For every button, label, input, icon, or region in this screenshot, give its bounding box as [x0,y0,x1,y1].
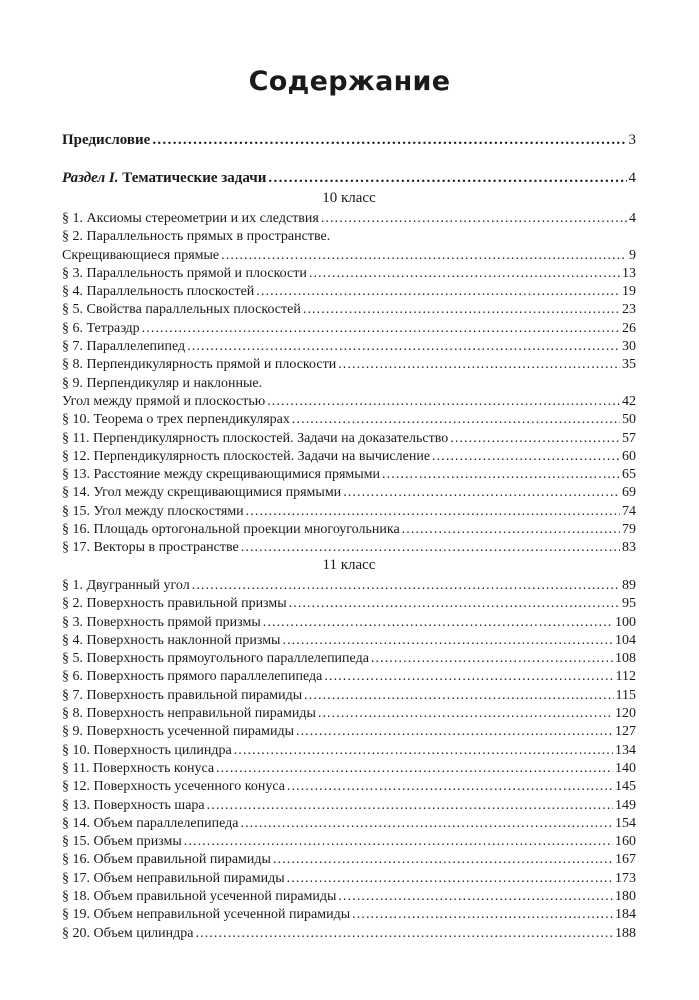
toc-entry-page: 115 [615,687,636,703]
toc-entry[interactable] [62,210,636,228]
leader-dots [263,614,613,632]
toc-entry-label: § 2. Поверхность правильной призмы [62,596,287,612]
section-title: Тематические задачи [118,170,267,186]
leader-dots [267,393,620,411]
toc-entry-page: 188 [615,925,636,941]
toc-entry-page: 26 [622,320,636,336]
toc-entry-label: § 16. Площадь ортогональной проекции многоугольника [62,522,400,538]
toc-entry-page: 65 [622,467,636,483]
toc-entry[interactable] [62,411,636,429]
leader-dots [371,650,613,668]
toc-entry-page: 120 [615,706,636,722]
toc-entry-page: 3 [628,132,636,148]
leader-dots [234,742,613,760]
toc-entry[interactable] [62,925,636,943]
toc-entry-label: § 18. Объем правильной усеченной пирамиды [62,889,337,905]
toc-entry-label: Скрещивающиеся прямые [62,247,220,263]
leader-dots [304,687,613,705]
toc-entry-page: 83 [622,540,636,556]
toc-entry-page: 145 [615,779,636,795]
toc-entry-label-line: § 2. Параллельность прямых в пространстве. [62,229,331,245]
toc-entry-label: § 19. Объем неправильной усеченной пирамиды [62,907,351,923]
toc-entry-label: Угол между прямой и плоскостью [62,393,266,409]
leader-dots [221,247,627,265]
toc-entry-label: § 17. Векторы в пространстве [62,540,239,556]
leader-dots [432,448,620,466]
leader-dots [321,210,627,228]
toc-entry[interactable] [62,797,636,815]
toc-entry[interactable] [62,650,636,668]
toc-entry[interactable] [62,906,636,924]
toc-entry-label: § 1. Аксиомы стереометрии и их следствия [62,211,319,226]
toc-entry[interactable] [62,356,636,374]
toc-entry-label: § 8. Поверхность неправильной пирамиды [62,706,316,722]
toc-entry-label: § 12. Поверхность усеченного конуса [62,779,285,795]
toc-entry-label: § 8. Перпендикулярность прямой и плоскости [62,357,337,373]
leader-dots [296,723,613,741]
toc-entry-page: 127 [615,724,636,740]
leader-dots [273,851,613,869]
toc-entry-page: 154 [615,815,636,831]
toc-entry-label: § 3. Поверхность прямой призмы [62,614,261,630]
leader-dots [450,430,620,448]
toc-entry-page: 57 [622,430,636,446]
toc-entry[interactable] [62,705,636,723]
toc-entry-page: 173 [615,870,636,886]
leader-dots [309,265,620,283]
leader-dots [287,778,613,796]
leader-dots [343,484,620,502]
toc-entry[interactable] [62,760,636,778]
leader-dots [318,705,613,723]
toc-entry[interactable] [62,687,636,705]
toc-entry[interactable] [62,833,636,851]
toc-entry[interactable] [62,815,636,833]
toc-entry[interactable] [62,466,636,484]
toc-entry-page: 9 [629,247,636,263]
toc-entry-label: § 15. Объем призмы [62,834,182,850]
toc-entry[interactable] [62,448,636,466]
toc-entry[interactable] [62,521,636,539]
grade-10-entries [62,210,636,558]
toc-entry-page: 180 [615,889,636,905]
leader-dots [287,870,613,888]
toc-entry-label: § 6. Тетраэдр [62,320,140,336]
toc-entry-page: 69 [622,485,636,501]
toc-entry-label: § 14. Угол между скрещивающимися прямыми [62,485,342,501]
toc-entry-page: 74 [622,503,636,519]
leader-dots [216,760,613,778]
toc-entry[interactable] [62,668,636,686]
leader-dots [207,797,613,815]
leader-dots [292,411,620,429]
toc-entry-page: 149 [615,797,636,813]
toc-entry-label: § 5. Свойства параллельных плоскостей [62,302,301,318]
leader-dots [352,906,613,924]
toc-entry-page: 160 [615,834,636,850]
toc-entry[interactable] [62,632,636,650]
toc-entry-page: 35 [622,357,636,373]
toc-entry[interactable] [62,338,636,356]
toc-entry-label: § 16. Объем правильной пирамиды [62,852,271,868]
toc-entry-page: 13 [622,265,636,281]
leader-dots [338,888,613,906]
toc-entry-label: § 7. Поверхность правильной пирамиды [62,687,303,703]
toc-entry-label: § 11. Перпендикулярность плоскостей. Задачи на доказательство [62,430,449,446]
toc-entry-label: § 11. Поверхность конуса [62,760,215,776]
toc-entry[interactable] [62,888,636,906]
toc-entry-label: § 1. Двугранный угол [62,578,190,593]
toc-entry-page: 23 [622,302,636,318]
toc-entry[interactable] [62,484,636,502]
toc-entry-page: 50 [622,412,636,428]
toc-entry-label-line: § 9. Перпендикуляр и наклонные. [62,375,263,391]
toc-entry[interactable] [62,393,636,411]
toc-entry[interactable] [62,503,636,521]
toc-entry[interactable] [62,614,636,632]
toc-entry-page: 167 [615,852,636,868]
toc-entry-label: § 13. Расстояние между скрещивающимися прямыми [62,467,381,483]
toc-entry-page: 19 [622,284,636,300]
toc-entry-page: 42 [622,393,636,409]
toc-entry-page: 100 [615,614,636,630]
toc-entry-label: Предисловие [62,132,151,148]
leader-dots [282,632,613,650]
grade-10-section [62,186,636,558]
toc-entry-label: § 5. Поверхность прямоугольного параллелепипеда [62,651,369,667]
toc-entry-label: § 12. Перпендикулярность плоскостей. Задачи на вычисление [62,448,431,464]
leader-dots [289,595,620,613]
toc-entry-page: 140 [615,760,636,776]
toc-entry-label: § 13. Поверхность шара [62,797,205,813]
toc-entry[interactable] [62,870,636,888]
toc-entry-page: 79 [622,522,636,538]
toc-entry-page: 134 [615,742,636,758]
toc-entry-label: § 17. Объем неправильной пирамиды [62,870,285,886]
toc-entry-label: § 9. Поверхность усеченной пирамиды [62,724,294,740]
toc-entry-page: 184 [615,907,636,923]
toc-top-entries [62,126,636,192]
leader-dots [324,668,613,686]
toc-entry-label: § 7. Параллелепипед [62,339,186,355]
toc-entry-label: § 14. Объем параллелепипеда [62,815,239,831]
leader-dots [240,815,613,833]
toc-entry-label: § 6. Поверхность прямого параллелепипеда [62,669,323,685]
leader-dots [196,925,614,943]
toc-entry-page: 95 [622,596,636,612]
toc-entry-label: § 10. Поверхность цилиндра [62,742,232,758]
leader-dots [256,283,620,301]
leader-dots [152,126,626,154]
toc-entry-label: § 20. Объем цилиндра [62,925,194,941]
leader-dots [187,338,620,356]
toc-entry-page: 108 [615,651,636,667]
toc-entry-page: 4 [629,211,636,226]
leader-dots [142,320,620,338]
grade-11-section [62,553,636,943]
toc-entry-label: § 4. Поверхность наклонной призмы [62,632,281,648]
toc-entry-page: 60 [622,448,636,464]
toc-entry[interactable] [62,851,636,869]
grade-11-entries [62,577,636,943]
page-title: Содержание [248,66,451,97]
toc-entry-page: 89 [622,578,636,593]
toc-entry-page: 4 [628,170,636,186]
toc-entry[interactable] [62,283,636,301]
leader-dots [246,503,620,521]
toc-entry[interactable] [62,742,636,760]
toc-entry-page: 104 [615,632,636,648]
toc-entry-label: § 10. Теорема о трех перпендикулярах [62,412,290,428]
toc-entry[interactable] [62,247,636,265]
toc-entry[interactable] [62,265,636,283]
toc-entry[interactable] [62,430,636,448]
leader-dots [338,356,620,374]
toc-entry[interactable] [62,723,636,741]
grade-11-heading: 11 класс [322,557,376,573]
leader-dots [192,577,620,595]
toc-entry-page: 112 [615,669,636,685]
toc-entry-label: § 4. Параллельность плоскостей [62,284,255,300]
toc-entry-label: § 3. Параллельность прямой и плоскости [62,265,307,281]
toc-entry[interactable] [62,301,636,319]
leader-dots [184,833,613,851]
section-number: Раздел I. [62,170,119,186]
toc-entry-preface[interactable] [62,126,636,154]
toc-entry[interactable] [62,577,636,595]
toc-entry-label: § 15. Угол между плоскостями [62,503,244,519]
toc-entry-page: 30 [622,339,636,355]
toc-entry[interactable] [62,595,636,613]
leader-dots [402,521,620,539]
toc-entry[interactable] [62,778,636,796]
grade-10-heading: 10 класс [322,190,376,206]
leader-dots [382,466,620,484]
leader-dots [303,301,620,319]
toc-entry[interactable] [62,320,636,338]
